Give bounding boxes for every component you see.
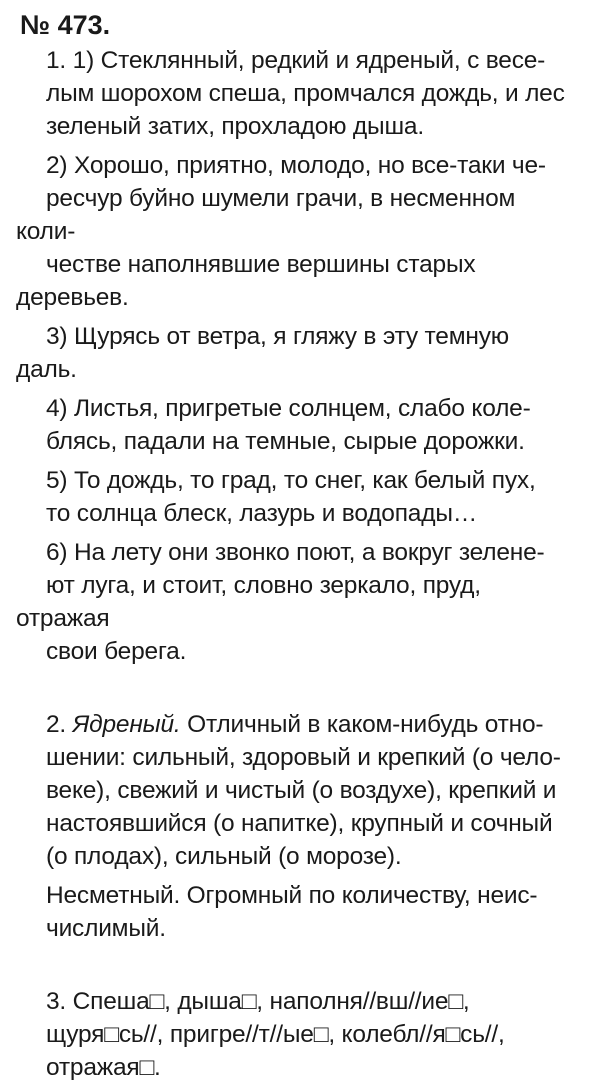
text-line <box>16 708 574 741</box>
item-1 <box>16 44 574 143</box>
item-3 <box>16 320 574 386</box>
text-line: то солнца блеск, лазурь и водопады… <box>46 500 478 527</box>
text-line: 5) То дождь, то град, то снег, как белый пух, <box>46 467 536 494</box>
text-line: 1. 1) Стеклянный, редкий и ядреный, с весе- <box>46 47 546 74</box>
text-line: ют луга, и стоит, словно зеркало, пруд, отражая <box>16 572 481 632</box>
definition-nesmetny <box>16 879 574 945</box>
text-line: (о плодах), сильный (о морозе). <box>46 843 402 870</box>
text-line: 4) Листья, пригретые солнцем, слабо коле- <box>46 395 531 422</box>
text-line: 3. Спеша□, дыша□, наполня//вш//ие□, <box>46 988 470 1015</box>
defined-term: Ядреный. <box>72 711 181 738</box>
item-6 <box>16 536 574 668</box>
text-line: щуря□сь//, пригре//т//ые□, колебл//я□сь//, <box>46 1021 505 1048</box>
section-gap <box>16 674 574 708</box>
item-2 <box>16 149 574 314</box>
text-line: веке), свежий и чистый (о воздухе), крепкий и <box>46 777 557 804</box>
analysis-block <box>16 985 574 1084</box>
text-line: зеленый затих, прохладою дыша. <box>46 113 424 140</box>
section-gap <box>16 951 574 985</box>
text-line: отражая□. <box>46 1054 161 1081</box>
exercise-number: № 473. <box>20 10 111 40</box>
text-line: числимый. <box>46 915 166 942</box>
text-line: лым шорохом спеша, промчался дождь, и лес <box>46 80 565 107</box>
definition-text: Отличный в каком-нибудь отно- <box>180 711 544 738</box>
text-line: шении: сильный, здоровый и крепкий (о чело- <box>46 744 561 771</box>
text-line: блясь, падали на темные, сырые дорожки. <box>46 428 525 455</box>
morpheme-analysis <box>16 985 574 1084</box>
text-line: 6) На лету они звонко поют, а вокруг зелене- <box>46 539 545 566</box>
text-line: 2) Хорошо, приятно, молодо, но все-таки че- <box>46 152 546 179</box>
text-line: настоявшийся (о напитке), крупный и сочный <box>46 810 553 837</box>
text-line: Несметный. Огромный по количеству, неис- <box>46 882 538 909</box>
item-4 <box>16 392 574 458</box>
definition-yadreny <box>16 708 574 873</box>
text-line: ресчур буйно шумели грачи, в несменном коли- <box>16 185 516 245</box>
section-prefix: 2. <box>46 711 73 738</box>
text-line: честве наполнявшие вершины старых деревьев. <box>16 251 476 311</box>
item-5 <box>16 464 574 530</box>
text-line: свои берега. <box>46 638 187 665</box>
text-line: 3) Щурясь от ветра, я гляжу в эту темную даль. <box>16 323 509 383</box>
